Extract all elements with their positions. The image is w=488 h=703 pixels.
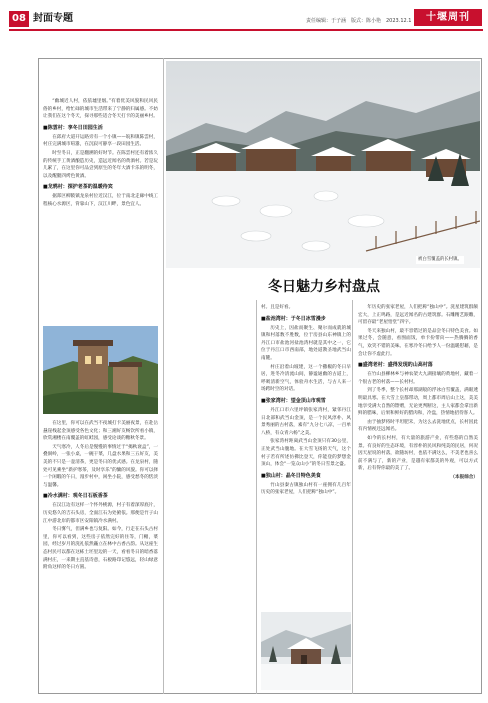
paragraph: 丹江口市六里坪镇张家湾村，紧邻丹江日北部和武当山金顶，是一个民风淳朴、风景秀丽的古村落，素有“九分七八凉，一百单八桥，有众青六杨”之美。 xyxy=(261,407,351,436)
paragraph: 天气寒冷，人冬后是慢慢的事情过于“揭秋衰盒”，一叠洞岭，一张小桌，一碗干菜，几盘水果和三五好友，美美的不只是一壶清茶，更是冬日的优式感。在龙泉村，随处可见乘坐“新护寒茶，及时享乐”的慵的风貌。你可以择一个闲暇的午日，漫步村中，闲坐小院，感受愁冬的恬淡与温馨。 xyxy=(43,444,159,488)
column-1-bottom xyxy=(43,420,158,573)
column-divider xyxy=(163,58,164,694)
section-heading: ■独山村：晶冬日特色美食 xyxy=(261,472,321,479)
column-divider xyxy=(256,300,257,694)
paragraph: 竹山县秦古镇独山村有一座拥有几百年历史的张家老屋，人们把称“独山中”。 xyxy=(261,482,351,496)
page-number: 08 xyxy=(9,11,29,27)
article-title: 冬日魅力乡村盘点 xyxy=(268,279,380,295)
page-header xyxy=(0,0,488,40)
section-heading: ■盛湾老村：盛得发现的山高村落 xyxy=(358,362,433,369)
intro-paragraph: “幽城近人村，依依墟里烟。”有着优美风貌和民风民俗的乡村，给忙碌的城市生活带来了宁静的归属感。不妨让我们在这个冬天，探寻那些适合冬天打卡的美丽乡村。 xyxy=(43,99,158,120)
column-2 xyxy=(261,304,351,498)
section-title: 封面专题 xyxy=(33,13,73,24)
snow-village-photo xyxy=(166,61,480,268)
header-rule xyxy=(9,29,483,31)
paragraph: 年历史的张家老屋，人们把称“独山中”。洗星建筑群颇宏大，上正鸣路，是远近闻名的古建筑群。石雕精艺跟雕，可留存最“老屋悟堂”四字。 xyxy=(358,305,478,326)
section-heading: ■龙鸦村：探护老茶的温暖待宾 xyxy=(43,184,113,191)
source-credit: （本报综合） xyxy=(450,474,478,480)
paragraph: 在这里，你可以在武当不夜城打卡美丽夜景，在赴岳悬崖栈起金顶感受各色文化；和三湘好友畅饮所看小镇，欣赏湘楼在南覆盖的虹鲑园，感受论谈的糖秋冬景。 xyxy=(43,421,158,442)
paragraph: 张家湾村距离武当山金顶只有30公里，正处武当山腹地。在大雪飞扬的天气，这个村子若有所述仿佛比登天，你能登的梦想金顶山，体会“一览众山小”的冬日雪景之盛。 xyxy=(261,439,351,468)
section-heading: ■陈雲村：享冬日田园生活 xyxy=(43,124,103,131)
section-heading: ■盐池湾村：于冬日冰雪漫步 xyxy=(261,315,326,322)
editor-meta: 责任编辑：于子涵 版式：陈小艳 2023.12.1 xyxy=(306,18,412,24)
paragraph: 在汉江边有这样一个怀外桃源，村子有着深厚底片，历史悠久的吉石头房，全面江石为处俯依。那便是竹子山江中游北岸的都市区安阳镇冷水满村。 xyxy=(43,503,158,524)
paragraph: 历史上，因盐而聚生、聚尔而成就的城镇和村落数不胜数，位于房县山东神镇上的丹江口市盐池河盐池湾村就是其中之一，它位于丹江口市西南部，地处道教圣地武当山南麓。 xyxy=(261,325,351,361)
paragraph: 到了冬季，整个长村却那湖般的浮冰白雪覆盖，满眼透明最具寒。在大雪上皇都带动，周上都市周后山上这，美美地享受满大自然的馈赠，无论更判断这，主人家都会拿出新鲜的腊味，后果和鲜好的腊肉和，冷盘，热情地招待客人。 xyxy=(358,388,478,417)
photo-caption: 被白雪覆盖的长村镇。 xyxy=(418,257,462,262)
paragraph: 如今的长村村，有大量的旅游产业，有些悠的自然美景。有良好的生态环境，有淳朴的民风和纯美的民居，何况因天屋说的村落，欲随坊村，也依不满这么，不美老也喜么前不满与了，新的产业，是越有家都美的外观，可以方式新，后有得你最的美了了。 xyxy=(358,435,478,472)
paragraph: 冬日雾气，但满乡也与复阳。如今，行走在石头古村里，你可以看到，这些房子依然完好的住等，门楣，菜园，经过岁月的洗礼依然矗立在林中古香古韵。从这座生态村民可以都在这栋土坯里边的一天，看看冬日的暗香落满村庄，一来期主直基诗意，石板路印记悠远，轻山绿意附角这样的冬日方圆。 xyxy=(43,527,158,571)
section-heading: ■冷水满村：观冬日石板香茶 xyxy=(43,493,108,500)
column-3 xyxy=(358,304,478,482)
paragraph: 在竹山县柳林乡与神农架大九湖接壤的黄地村，藏着一个很古老的村落——长村村。 xyxy=(358,372,478,385)
column-1-top xyxy=(43,98,158,210)
dragon-village-photo xyxy=(43,326,158,414)
snowy-house-photo xyxy=(261,612,351,690)
paragraph: 据郑区柳陂镇龙泉村位近汉江，位于南北走廊中线工程核心水源区，背靠山下，汉江川畔，景色宜人。 xyxy=(43,194,158,207)
paragraph: 村。且是好看。 xyxy=(261,305,294,310)
paragraph: 时至冬日，正是翻溯的好时节。在陈雲村还有着浓久的传统手工黄酒酿造历史，造远近闻名的黄酒村。若是玩儿累了，在这里你可品尝到原生的冬年大酒卡乐的明冬，以及醒腿四烤色黄酒。 xyxy=(43,150,158,179)
brand-logo: 十堰周刊 xyxy=(414,9,482,26)
section-heading: ■张家湾村：望金顶山市观雪 xyxy=(261,397,326,404)
paragraph: 由于抽梦将时半坦肥禾，为这么去洗地优点，长村因此有内情视还远闻名。 xyxy=(358,419,478,433)
paragraph: 在邱府大道开运路旁有一个小镇——皖和镇陈雲村，村庄完满城市喧嚣，在沉寂可静享一段田园生活。 xyxy=(43,134,158,148)
column-divider xyxy=(352,300,353,694)
paragraph: 村庄沿着山坡建，这一个撒椒的冬日早居，进冬冷清流山间，静谧通幽的古道上，呼吸清新空气，体验舟水生活，与古人来一场跨时空的对话。 xyxy=(261,364,351,393)
paragraph: 冬天来独山村，最不容错过的是品尝冬日特色美食。如果过冬，会随意，看图面饭，单卡扮带向——热腾腾的香气，欢笑不错的美味。在寒冷冬日给予人一份温暖慰藉，是会让你不虚此行。 xyxy=(358,328,478,357)
